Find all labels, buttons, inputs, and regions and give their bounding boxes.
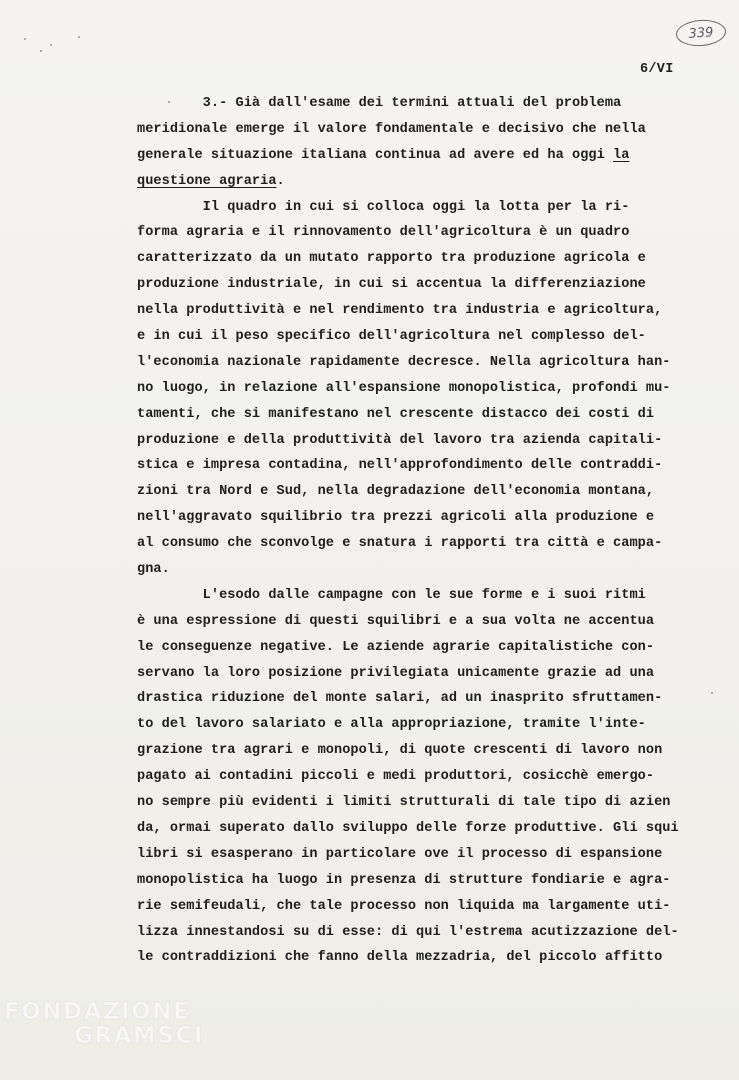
- text-line: tamenti, che si manifestano nel crescente distacco dei costi di: [137, 406, 655, 422]
- text-line: gna.: [137, 562, 170, 578]
- text-line-start: generale situazione italiana continua ad avere ed ha oggi: [137, 147, 614, 163]
- text-line: zioni tra Nord e Sud, nella degradazione dell'economia montana,: [137, 484, 655, 500]
- text-period: .: [276, 173, 285, 189]
- text-line: pagato ai contadini piccoli e medi produttori, cosicchè emergo-: [137, 769, 655, 785]
- underlined-phrase: questione agraria: [137, 173, 277, 189]
- watermark-line-2: GRAMSCI: [74, 1023, 204, 1049]
- underlined-word: la: [613, 147, 630, 163]
- text-line: nell'aggravato squilibrio tra prezzi agricoli alla produzione e: [137, 510, 655, 526]
- text-line: da, ormai superato dallo sviluppo delle forze produttive. Gli squi: [137, 820, 679, 836]
- text-line: caratterizzato da un mutato rapporto tra produzione agricola e: [137, 251, 646, 267]
- text-line: le contraddizioni che fanno della mezzadria, del piccolo affitto: [137, 950, 663, 966]
- archive-stamp-number: 339: [688, 24, 714, 42]
- paper-speck: [40, 50, 42, 52]
- text-line: libri si esasperano in particolare ove il processo di espansione: [137, 846, 663, 862]
- text-line: servano la loro posizione privilegiata unicamente grazie ad una: [137, 665, 655, 681]
- text-line: [137, 169, 712, 195]
- text-line: lizza innestandosi su di esse: di qui l'estrema acutizzazione del-: [137, 924, 679, 940]
- text-line: è una espressione di questi squilibri e a sua volta ne accentua: [137, 613, 655, 629]
- text-line: rie semifeudali, che tale processo non liquida ma largamente uti-: [137, 898, 671, 914]
- text-line: al consumo che sconvolge e snatura i rapporti tra città e campa-: [137, 536, 663, 552]
- text-line: 3.- Già dall'esame dei termini attuali del problema: [137, 96, 622, 111]
- text-line: produzione industriale, in cui si accentua la differenziazione: [137, 277, 646, 293]
- text-line: no sempre più evidenti i limiti strutturali di tale tipo di azien: [137, 795, 671, 811]
- archive-page-stamp: [675, 18, 727, 47]
- text-line: Il quadro in cui si colloca oggi la lotta per la ri-: [137, 199, 630, 215]
- text-line: drastica riduzione del monte salari, ad un inasprito sfruttamen-: [137, 691, 663, 707]
- text-line: forma agraria e il rinnovamento dell'agricoltura è un quadro: [137, 225, 630, 241]
- text-line: L'esodo dalle campagne con le sue forme e i suoi ritmi: [137, 587, 646, 603]
- archive-watermark: [4, 1000, 204, 1048]
- text-line: nella produttività e nel rendimento tra industria e agricoltura,: [137, 303, 663, 319]
- typewritten-body: [137, 91, 712, 971]
- text-line: grazione tra agrari e monopoli, di quote crescenti di lavoro non: [137, 743, 663, 759]
- text-line: e in cui il peso specifico dell'agricoltura nel complesso del-: [137, 329, 646, 345]
- watermark-line-1: FONDAZIONE: [4, 999, 191, 1025]
- text-line: l'economia nazionale rapidamente decresce. Nella agricoltura han-: [137, 354, 671, 370]
- page-label: 6/VI: [640, 62, 674, 77]
- paper-speck: [50, 44, 52, 46]
- text-line: le conseguenze negative. Le aziende agrarie capitalistiche con-: [137, 639, 655, 655]
- text-line: stica e impresa contadina, nell'approfondimento delle contraddi-: [137, 458, 663, 474]
- text-line: [137, 143, 712, 169]
- text-line: to del lavoro salariato e alla appropriazione, tramite l'inte-: [137, 717, 646, 733]
- paper-speck: [78, 36, 80, 38]
- paper-speck: [24, 38, 26, 40]
- text-line: produzione e della produttività del lavoro tra azienda capitali-: [137, 432, 663, 448]
- text-line: no luogo, in relazione all'espansione monopolistica, profondi mu-: [137, 380, 671, 396]
- text-line: monopolistica ha luogo in presenza di strutture fondiarie e agra-: [137, 872, 671, 888]
- text-line: meridionale emerge il valore fondamentale e decisivo che nella: [137, 121, 646, 137]
